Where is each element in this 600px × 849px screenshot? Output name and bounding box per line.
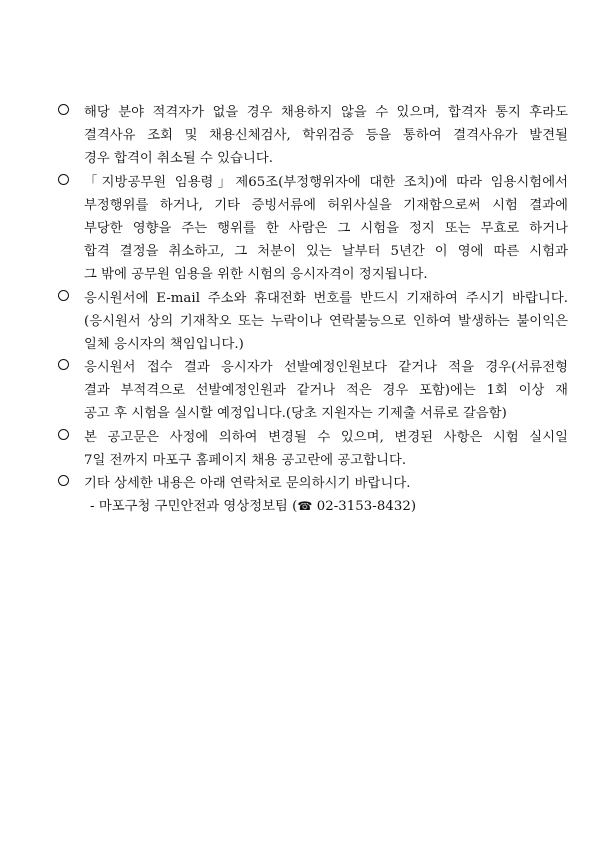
notice-line: 그 밖에 공무원 임용을 위한 시험의 응시자격이 정지됩니다. bbox=[84, 267, 428, 283]
notice-line: 부당한 영향을 주는 행위를 한 사람은 그 시험을 정지 또는 무효로 하거나 bbox=[84, 220, 568, 236]
telephone-icon: ☎ bbox=[297, 499, 313, 514]
circle-bullet-icon bbox=[58, 174, 69, 185]
notice-line: 「지방공무원 임용령」제65조(부정행위자에 대한 조치)에 따라 임용시험에서 bbox=[84, 174, 568, 190]
notice-line: 해당 분야 적격자가 없을 경우 채용하지 않을 수 있으며, 합격자 통지 후라도 bbox=[84, 105, 568, 120]
notice-item bbox=[58, 287, 568, 357]
notice-line: 결과 부적격으로 선발예정인원과 같거나 적은 경우 포함)에는 1회 이상 재 bbox=[84, 383, 568, 399]
contact-phone-number: 02-3153-8432) bbox=[312, 499, 417, 515]
notice-item bbox=[58, 171, 568, 287]
notice-line: 결격사유 조회 및 채용신체검사, 학위검증 등을 통하여 결격사유가 발견될 bbox=[84, 128, 568, 144]
notice-line: 일체 응시자의 책임입니다.) bbox=[84, 336, 244, 352]
notice-line: 합격 결정을 취소하고, 그 처분이 있는 날부터 5년간 이 영에 따른 시험과 bbox=[84, 244, 568, 260]
notice-list bbox=[58, 101, 568, 518]
circle-bullet-icon bbox=[58, 290, 69, 301]
notice-line: 기타 상세한 내용은 아래 연락처로 문의하시기 바랍니다. bbox=[84, 476, 411, 491]
circle-bullet-icon bbox=[58, 429, 69, 440]
notice-line: 응시원서 접수 결과 응시자가 선발예정인원보다 같거나 적을 경우(서류전형 bbox=[84, 360, 568, 376]
circle-bullet-icon bbox=[58, 104, 69, 115]
notice-line: 부정행위를 하거나, 기타 증빙서류에 허위사실을 기재함으로써 시험 결과에 bbox=[84, 197, 568, 213]
notice-item bbox=[58, 356, 568, 426]
notice-line: 경우 합격이 취소될 수 있습니다. bbox=[84, 151, 274, 167]
circle-bullet-icon bbox=[58, 475, 69, 486]
notice-line: 공고 후 시험을 실시할 예정입니다.(당초 지원자는 기제출 서류로 갈음함) bbox=[84, 406, 507, 422]
notice-item bbox=[58, 101, 568, 171]
circle-bullet-icon bbox=[58, 359, 69, 370]
contact-prefix: - 마포구청 구민안전과 영상정보팀 ( bbox=[90, 499, 298, 515]
notice-line: (응시원서 상의 기재착오 또는 누락이나 연락불능으로 인하여 발생하는 불이익은 bbox=[84, 313, 568, 329]
notice-line: 7일 전까지 마포구 홈페이지 채용 공고란에 공고합니다. bbox=[84, 452, 407, 468]
notice-line: 본 공고문은 사정에 의하여 변경될 수 있으며, 변경된 사항은 시험 실시일 bbox=[84, 429, 568, 445]
notice-item bbox=[58, 426, 568, 472]
notice-line: 응시원서에 E-mail 주소와 휴대전화 번호를 반드시 기재하여 주시기 바랍니다. bbox=[84, 290, 568, 306]
contact-line bbox=[84, 495, 568, 518]
notice-item bbox=[58, 472, 568, 518]
